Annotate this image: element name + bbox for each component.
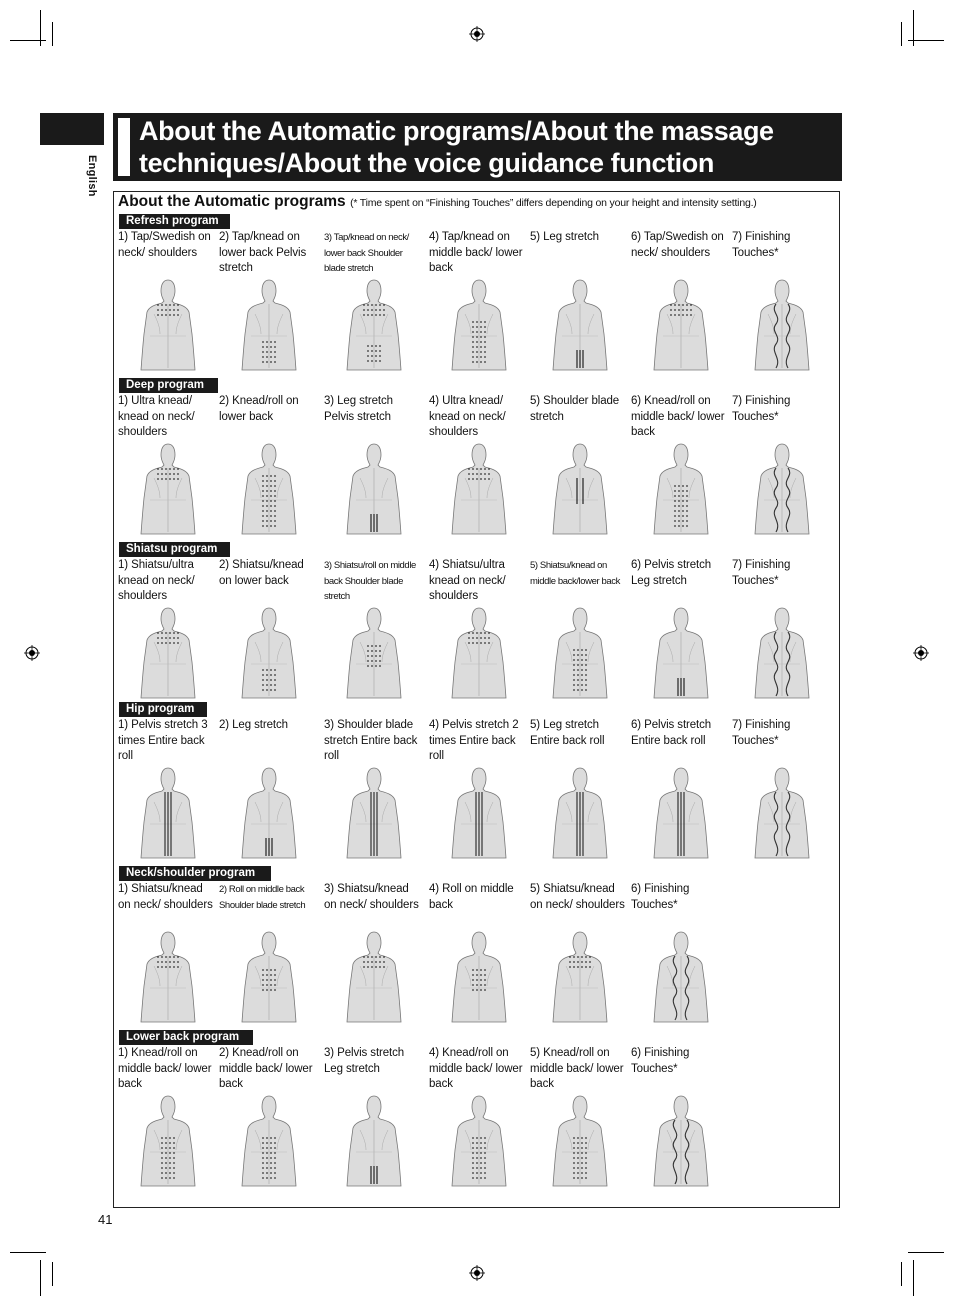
step-label: 4) Tap/knead on middle back/ lower back — [429, 231, 523, 275]
body-diagram-icon — [754, 606, 810, 700]
step-label: 7) Finishing Touches* — [732, 231, 791, 259]
body-diagram-icon — [346, 606, 402, 700]
body-diagram-icon — [241, 1094, 297, 1188]
program-label: Deep program — [119, 378, 218, 393]
body-diagram-icon — [346, 766, 402, 860]
program-label: Neck/shoulder program — [119, 866, 271, 881]
page-number: 41 — [98, 1212, 113, 1227]
section-note: (* Time spent on “Finishing Touches” differs depending on your height and intensity setting.) — [350, 197, 757, 209]
registration-mark-icon — [24, 645, 40, 661]
body-diagram-icon — [451, 442, 507, 536]
program-label: Hip program — [119, 702, 207, 717]
crop-mark — [52, 22, 53, 46]
registration-mark-icon — [913, 645, 929, 661]
body-diagram-icon — [552, 278, 608, 372]
body-diagram-icon — [451, 1094, 507, 1188]
crop-mark — [10, 1252, 46, 1253]
body-diagram-icon — [653, 442, 709, 536]
page-title: About the Automatic programs/About the massage techniques/About the voice guidance function — [139, 116, 774, 178]
program-label: Refresh program — [119, 214, 230, 229]
step-label: 7) Finishing Touches* — [732, 719, 791, 747]
body-diagram-icon — [140, 766, 196, 860]
step-label: 6) Knead/roll on middle back/ lower back — [631, 395, 725, 439]
crop-mark — [52, 1262, 53, 1286]
step-label: 5) Shiatsu/knead on neck/ shoulders — [530, 883, 625, 911]
body-diagram-icon — [653, 606, 709, 700]
step-label: 3) Shoulder blade stretch Entire back roll — [324, 719, 418, 763]
registration-mark-icon — [469, 26, 485, 42]
body-diagram-icon — [552, 930, 608, 1024]
body-diagram-icon — [552, 766, 608, 860]
step-label: 5) Leg stretch Entire back roll — [530, 719, 605, 747]
crop-mark — [908, 40, 944, 41]
body-diagram-icon — [552, 1094, 608, 1188]
body-diagram-icon — [754, 766, 810, 860]
step-label: 5) Shoulder blade stretch — [530, 395, 620, 423]
body-diagram-icon — [653, 1094, 709, 1188]
step-label: 3) Shiatsu/roll on middle back Shoulder blade stretch — [324, 560, 416, 603]
body-diagram-icon — [241, 442, 297, 536]
step-label: 6) Pelvis stretch Entire back roll — [631, 719, 712, 747]
section-title: About the Automatic programs — [118, 193, 346, 210]
step-label: 7) Finishing Touches* — [732, 395, 791, 423]
step-label: 6) Tap/Swedish on neck/ shoulders — [631, 231, 724, 259]
step-label: 3) Tap/knead on neck/ lower back Shoulder blade stretch — [324, 232, 409, 275]
crop-mark — [901, 1262, 902, 1286]
program-label: Lower back program — [119, 1030, 253, 1045]
step-label: 2) Knead/roll on lower back — [219, 395, 299, 423]
step-label: 4) Pelvis stretch 2 times Entire back roll — [429, 719, 519, 763]
step-label: 1) Shiatsu/knead on neck/ shoulders — [118, 883, 213, 911]
step-label: 2) Roll on middle back Shoulder blade stretch — [219, 884, 306, 911]
body-diagram-icon — [241, 278, 297, 372]
body-diagram-icon — [140, 442, 196, 536]
step-label: 3) Leg stretch Pelvis stretch — [324, 395, 393, 423]
registration-mark-icon — [469, 1265, 485, 1281]
body-diagram-icon — [140, 278, 196, 372]
body-diagram-icon — [241, 606, 297, 700]
body-diagram-icon — [451, 930, 507, 1024]
step-label: 2) Leg stretch — [219, 719, 288, 731]
body-diagram-icon — [653, 766, 709, 860]
body-diagram-icon — [241, 766, 297, 860]
page-header — [113, 113, 842, 181]
language-tab-bar — [40, 113, 104, 145]
step-label: 7) Finishing Touches* — [732, 559, 791, 587]
body-diagram-icon — [140, 930, 196, 1024]
step-label: 5) Leg stretch — [530, 231, 599, 243]
step-label: 1) Pelvis stretch 3 times Entire back roll — [118, 719, 208, 763]
language-tab-label: English — [86, 155, 98, 197]
crop-mark — [913, 1260, 914, 1296]
step-label: 5) Shiatsu/knead on middle back/lower back — [530, 560, 620, 587]
step-label: 4) Roll on middle back — [429, 883, 514, 911]
step-label: 2) Tap/knead on lower back Pelvis stretch — [219, 231, 307, 275]
step-label: 3) Shiatsu/knead on neck/ shoulders — [324, 883, 419, 911]
step-label: 6) Pelvis stretch Leg stretch — [631, 559, 712, 587]
step-label: 5) Knead/roll on middle back/ lower back — [530, 1047, 624, 1091]
step-label: 3) Pelvis stretch Leg stretch — [324, 1047, 405, 1075]
header-accent-bar — [118, 118, 130, 176]
body-diagram-icon — [552, 442, 608, 536]
program-label: Shiatsu program — [119, 542, 230, 557]
crop-mark — [10, 40, 46, 41]
body-diagram-icon — [754, 278, 810, 372]
step-label: 6) Finishing Touches* — [631, 1047, 690, 1075]
section-heading — [118, 193, 757, 211]
body-diagram-icon — [346, 278, 402, 372]
step-label: 1) Ultra knead/ knead on neck/ shoulders — [118, 395, 195, 439]
body-diagram-icon — [451, 606, 507, 700]
step-label: 1) Shiatsu/ultra knead on neck/ shoulders — [118, 559, 195, 603]
body-diagram-icon — [653, 278, 709, 372]
body-diagram-icon — [653, 930, 709, 1024]
body-diagram-icon — [451, 766, 507, 860]
body-diagram-icon — [140, 606, 196, 700]
crop-mark — [908, 1252, 944, 1253]
step-label: 2) Shiatsu/knead on lower back — [219, 559, 304, 587]
body-diagram-icon — [754, 442, 810, 536]
body-diagram-icon — [552, 606, 608, 700]
body-diagram-icon — [140, 1094, 196, 1188]
step-label: 1) Knead/roll on middle back/ lower back — [118, 1047, 212, 1091]
step-label: 4) Ultra knead/ knead on neck/ shoulders — [429, 395, 506, 439]
crop-mark — [901, 22, 902, 46]
body-diagram-icon — [346, 1094, 402, 1188]
crop-mark — [40, 1260, 41, 1296]
step-label: 4) Knead/roll on middle back/ lower back — [429, 1047, 523, 1091]
body-diagram-icon — [451, 278, 507, 372]
body-diagram-icon — [241, 930, 297, 1024]
step-label: 1) Tap/Swedish on neck/ shoulders — [118, 231, 211, 259]
step-label: 2) Knead/roll on middle back/ lower back — [219, 1047, 313, 1091]
step-label: 6) Finishing Touches* — [631, 883, 690, 911]
step-label: 4) Shiatsu/ultra knead on neck/ shoulders — [429, 559, 506, 603]
body-diagram-icon — [346, 442, 402, 536]
body-diagram-icon — [346, 930, 402, 1024]
